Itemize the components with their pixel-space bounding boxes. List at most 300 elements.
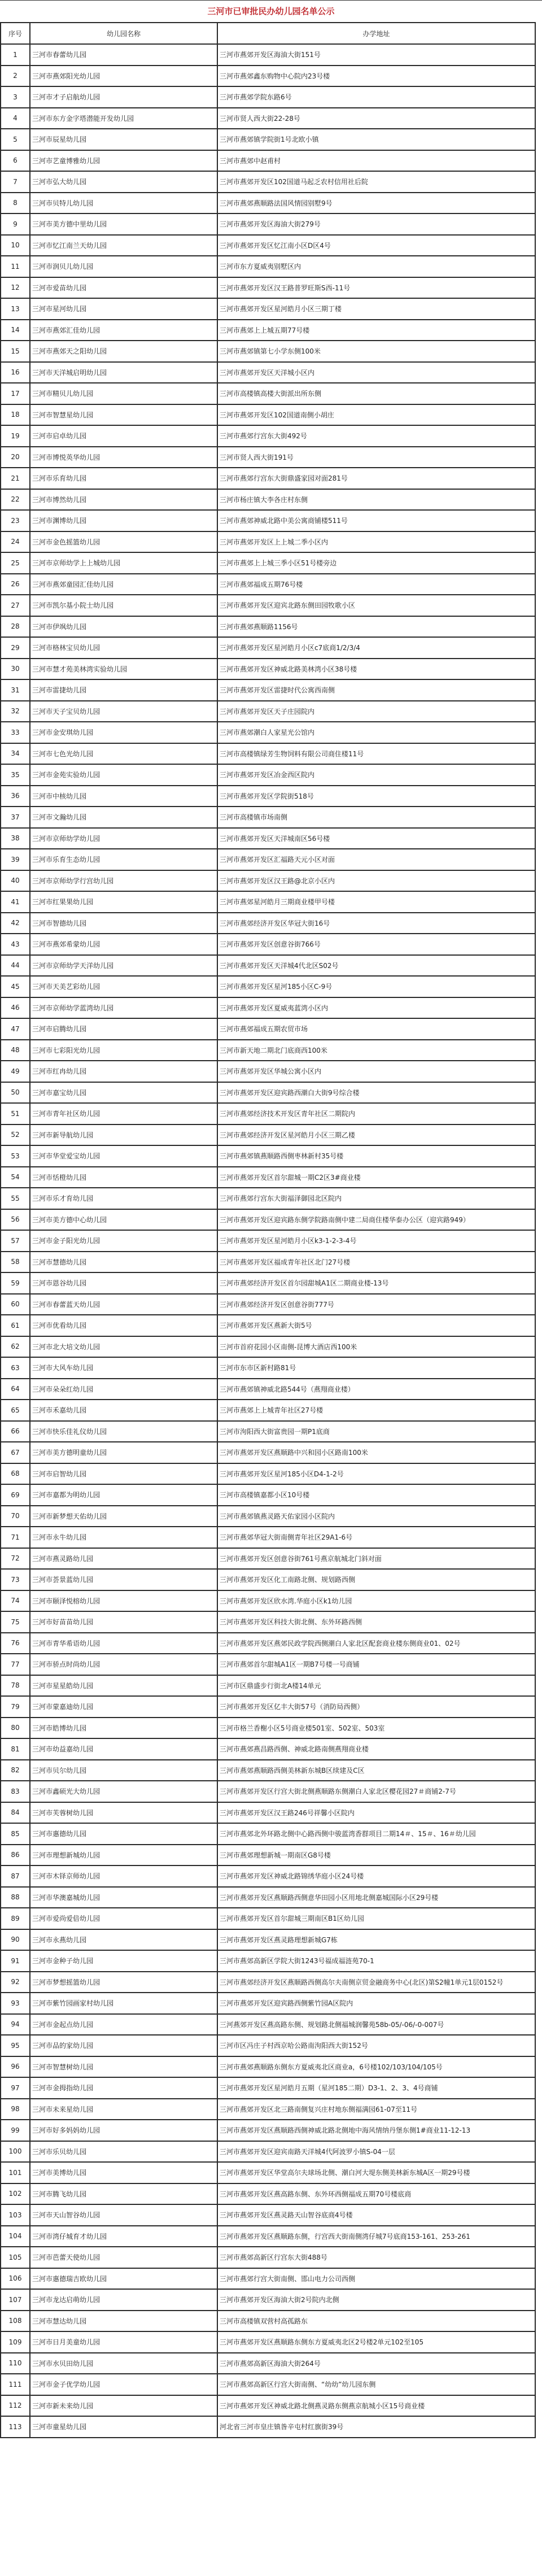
row-number: 17 bbox=[1, 383, 30, 404]
kindergarten-address: 三河市燕郊开发区忆江南小区D区4号 bbox=[217, 235, 535, 256]
table-row bbox=[1, 1188, 535, 1209]
table-row bbox=[1, 1082, 535, 1104]
kindergarten-address: 三河市燕郊开发区神威北路锦绣华庭小区24号楼 bbox=[217, 1865, 535, 1887]
row-number: 40 bbox=[1, 870, 30, 892]
table-row bbox=[1, 1018, 535, 1040]
row-number: 1 bbox=[1, 44, 30, 66]
kindergarten-name: 三河市青年社区幼儿园 bbox=[30, 1103, 217, 1124]
table-row bbox=[1, 1548, 535, 1570]
kindergarten-address: 三河市燕郊经济开发区华冠大街16号 bbox=[217, 913, 535, 934]
kindergarten-name: 三河市恬橙幼儿园 bbox=[30, 1167, 217, 1188]
row-number: 108 bbox=[1, 2311, 30, 2332]
table-row bbox=[1, 743, 535, 765]
kindergarten-name: 三河市湾仔城育才幼儿园 bbox=[30, 2226, 217, 2247]
table-row bbox=[1, 849, 535, 870]
kindergarten-name: 三河市水贝田幼儿园 bbox=[30, 2353, 217, 2374]
table-row bbox=[1, 870, 535, 892]
kindergarten-name: 三河市龙达启萌幼儿园 bbox=[30, 2289, 217, 2311]
kindergarten-name: 三河市颐泽悦榕幼儿园 bbox=[30, 1590, 217, 1612]
kindergarten-name: 三河市燕郊阳光幼儿园 bbox=[30, 66, 217, 87]
page-title: 三河市已审批民办幼儿园名单公示 bbox=[0, 0, 542, 22]
kindergarten-name: 三河市美方德中心幼儿园 bbox=[30, 1209, 217, 1231]
table-row bbox=[1, 510, 535, 531]
kindergarten-name: 三河市紫竹园画家村幼儿园 bbox=[30, 1993, 217, 2014]
kindergarten-address: 三河市燕郊开发区星河皓月小区k3-1-2-3-4号 bbox=[217, 1230, 535, 1252]
kindergarten-address: 三河市燕郊开发区迎宾路西潮白大街9号综合楼 bbox=[217, 1082, 535, 1104]
table-row bbox=[1, 1590, 535, 1612]
kindergarten-name: 三河市华堂爱宝幼儿园 bbox=[30, 1145, 217, 1167]
table-row bbox=[1, 891, 535, 913]
kindergarten-name: 三河市东方金字塔潜能开发幼儿园 bbox=[30, 108, 217, 129]
kindergarten-name: 三河市精贝儿幼儿园 bbox=[30, 383, 217, 404]
kindergarten-name: 三河市童星幼儿园 bbox=[30, 2416, 217, 2438]
kindergarten-name: 三河市天美艺彩幼儿园 bbox=[30, 976, 217, 997]
table-row bbox=[1, 2204, 535, 2226]
row-number: 94 bbox=[1, 2014, 30, 2035]
row-number: 51 bbox=[1, 1103, 30, 1124]
kindergarten-address: 三河市高楼镇双营村高孤路东 bbox=[217, 2311, 535, 2332]
row-number: 113 bbox=[1, 2416, 30, 2438]
kindergarten-address: 三河市燕郊开发区星河185小区C-9号 bbox=[217, 976, 535, 997]
row-number: 73 bbox=[1, 1569, 30, 1590]
table-row bbox=[1, 1484, 535, 1506]
row-number: 102 bbox=[1, 2183, 30, 2205]
table-row bbox=[1, 1654, 535, 1675]
kindergarten-name: 三河市启卓幼儿园 bbox=[30, 425, 217, 447]
kindergarten-address: 三河市燕郊开发区首尔甜城一期C2区3#商业楼 bbox=[217, 1167, 535, 1188]
kindergarten-name: 三河市天子宝贝幼儿园 bbox=[30, 701, 217, 722]
row-number: 13 bbox=[1, 298, 30, 320]
kindergarten-address: 三河市燕郊鑫东购物中心院内23号楼 bbox=[217, 66, 535, 87]
header-no: 序号 bbox=[1, 23, 30, 44]
table-row bbox=[1, 1145, 535, 1167]
row-number: 52 bbox=[1, 1124, 30, 1146]
kindergarten-name: 三河市格林宝贝幼儿园 bbox=[30, 637, 217, 659]
kindergarten-name: 三河市华澳嘉城幼儿园 bbox=[30, 1887, 217, 1908]
table-row bbox=[1, 404, 535, 426]
kindergarten-address: 三河市燕郊开发区星河皓月小区c7底商1/2/3/4 bbox=[217, 637, 535, 659]
kindergarten-address: 三河市燕郊经济开发区创意谷街777号 bbox=[217, 1294, 535, 1315]
kindergarten-address: 三河市高楼镇嘉都小区10号楼 bbox=[217, 1484, 535, 1506]
kindergarten-address: 三河市燕郊开发区雷捷时代公寓西南侧 bbox=[217, 679, 535, 701]
table-row bbox=[1, 531, 535, 553]
kindergarten-address: 三河市燕郊开发区上上城二季小区内 bbox=[217, 531, 535, 553]
kindergarten-name: 三河市嘉宝幼儿园 bbox=[30, 1082, 217, 1104]
table-row bbox=[1, 1421, 535, 1442]
row-number: 41 bbox=[1, 891, 30, 913]
row-number: 50 bbox=[1, 1082, 30, 1104]
kindergarten-address: 三河市燕郊经济技术开发区青年社区二期院内 bbox=[217, 1103, 535, 1124]
row-number: 81 bbox=[1, 1738, 30, 1760]
kindergarten-address: 三河市燕郊开发区北三路南侧复兴庄村地东侧福满园61-07至11号 bbox=[217, 2099, 535, 2120]
kindergarten-address: 三河市燕郊学院东路6号 bbox=[217, 86, 535, 108]
table-row bbox=[1, 976, 535, 997]
kindergarten-name: 三河市新未来幼儿园 bbox=[30, 2395, 217, 2417]
kindergarten-name: 三河市京师幼学蓝湾幼儿园 bbox=[30, 997, 217, 1019]
kindergarten-address: 三河市燕郊经济开发区燕顺路西侧高尔夫南侧京贸金融商务中心(北区)第S2幢1单元1层0152号 bbox=[217, 1972, 535, 1993]
row-number: 85 bbox=[1, 1823, 30, 1845]
kindergarten-name: 三河市博然幼儿园 bbox=[30, 489, 217, 511]
kindergarten-address: 三河市燕郊开发区海油大街2号院内北侧 bbox=[217, 2289, 535, 2311]
kindergarten-name: 三河市梦想摇篮幼儿园 bbox=[30, 1972, 217, 1993]
kindergarten-name: 三河市恩谷幼儿园 bbox=[30, 1272, 217, 1294]
table-row bbox=[1, 1760, 535, 1781]
row-number: 86 bbox=[1, 1845, 30, 1866]
table-row bbox=[1, 1379, 535, 1400]
kindergarten-address: 三河市燕郊开发区创意谷街761号燕京航城北门斜对面 bbox=[217, 1548, 535, 1570]
table-row bbox=[1, 213, 535, 235]
table-row bbox=[1, 2374, 535, 2395]
table-row bbox=[1, 997, 535, 1019]
table-row bbox=[1, 1209, 535, 1231]
table-row bbox=[1, 1442, 535, 1463]
kindergarten-address: 三河市燕郊华冠大街南侧青年社区29A1-6号 bbox=[217, 1527, 535, 1548]
kindergarten-name: 三河市朵朵红幼儿园 bbox=[30, 1379, 217, 1400]
table-row bbox=[1, 807, 535, 828]
row-number: 22 bbox=[1, 489, 30, 511]
row-number: 82 bbox=[1, 1760, 30, 1781]
kindergarten-name: 三河市智德幼儿园 bbox=[30, 913, 217, 934]
kindergarten-address: 三河市格兰香榭小区5号商业楼501室、502室、503室 bbox=[217, 1718, 535, 1739]
kindergarten-address: 三河市燕郊理想新城一期南区G8号楼 bbox=[217, 1845, 535, 1866]
kindergarten-address: 三河市燕郊高新区行宫东大街488号 bbox=[217, 2247, 535, 2268]
kindergarten-address: 三河市东市区新村路81号 bbox=[217, 1357, 535, 1379]
table-row bbox=[1, 2162, 535, 2183]
kindergarten-name: 三河市天山智谷幼儿园 bbox=[30, 2204, 217, 2226]
row-number: 103 bbox=[1, 2204, 30, 2226]
kindergarten-address: 三河市燕郊开发区海油大街151号 bbox=[217, 44, 535, 66]
kindergarten-name: 三河市日月美童幼儿园 bbox=[30, 2331, 217, 2353]
row-number: 109 bbox=[1, 2331, 30, 2353]
kindergarten-address: 三河市燕郊开发区汇福路天元小区对面 bbox=[217, 849, 535, 870]
table-row bbox=[1, 1718, 535, 1739]
row-number: 8 bbox=[1, 193, 30, 214]
kindergarten-address: 三河市燕郊行宫东大街鼎盛家园对面281号 bbox=[217, 468, 535, 489]
kindergarten-name: 三河市乐育生态幼儿园 bbox=[30, 849, 217, 870]
table-row bbox=[1, 108, 535, 129]
kindergarten-name: 三河市爱尚爱倍幼儿园 bbox=[30, 1908, 217, 1929]
row-number: 56 bbox=[1, 1209, 30, 1231]
row-number: 65 bbox=[1, 1400, 30, 1421]
row-number: 111 bbox=[1, 2374, 30, 2395]
row-number: 25 bbox=[1, 552, 30, 574]
kindergarten-address: 三河市贤人西大街191号 bbox=[217, 447, 535, 468]
kindergarten-name: 三河市青华希语幼儿园 bbox=[30, 1633, 217, 1654]
kindergarten-address: 三河市燕郊开发区燕顺路西侧意华田园小区用地北侧嘉城国际小区29号楼 bbox=[217, 1887, 535, 1908]
kindergarten-address: 三河市燕郊开发区燕灵路理想新城G7栋 bbox=[217, 1929, 535, 1951]
table-row bbox=[1, 616, 535, 638]
kindergarten-name: 三河市慧德幼儿园 bbox=[30, 1252, 217, 1273]
row-number: 95 bbox=[1, 2035, 30, 2056]
table-row bbox=[1, 277, 535, 299]
row-number: 64 bbox=[1, 1379, 30, 1400]
kindergarten-name: 三河市金起点幼儿园 bbox=[30, 2014, 217, 2035]
row-number: 70 bbox=[1, 1506, 30, 1527]
kindergarten-name: 三河市惠德幼儿园 bbox=[30, 1823, 217, 1845]
row-number: 100 bbox=[1, 2141, 30, 2163]
row-number: 26 bbox=[1, 574, 30, 595]
table-row bbox=[1, 1527, 535, 1548]
kindergarten-name: 三河市芭蕾天使幼儿园 bbox=[30, 2247, 217, 2268]
table-row bbox=[1, 1294, 535, 1315]
row-number: 24 bbox=[1, 531, 30, 553]
table-row bbox=[1, 2099, 535, 2120]
kindergarten-address: 河北省三河市皇庄镇昝辛屯村红旗街39号 bbox=[217, 2416, 535, 2438]
row-number: 7 bbox=[1, 171, 30, 193]
kindergarten-name: 三河市弘大幼儿园 bbox=[30, 171, 217, 193]
table-row bbox=[1, 1040, 535, 1061]
header-address: 办学地址 bbox=[217, 23, 535, 44]
kindergarten-address: 三河市燕郊开发区科技大街北侧、东外环路西侧 bbox=[217, 1611, 535, 1633]
row-number: 66 bbox=[1, 1421, 30, 1442]
kindergarten-name: 三河市鑫硕光大幼儿园 bbox=[30, 1781, 217, 1802]
table-row bbox=[1, 934, 535, 955]
row-number: 68 bbox=[1, 1463, 30, 1485]
kindergarten-address: 三河市燕郊首尔甜城A1区一期B7号楼一号商铺 bbox=[217, 1654, 535, 1675]
row-number: 4 bbox=[1, 108, 30, 129]
row-number: 49 bbox=[1, 1061, 30, 1082]
kindergarten-address: 三河市高楼镇绿芳生物饲料有限公司商住楼11号 bbox=[217, 743, 535, 765]
row-number: 57 bbox=[1, 1230, 30, 1252]
table-row bbox=[1, 2183, 535, 2205]
table-row bbox=[1, 362, 535, 383]
kindergarten-name: 三河市启腾幼儿园 bbox=[30, 1018, 217, 1040]
kindergarten-address: 三河市燕郊神威北路中美公寓商铺楼511号 bbox=[217, 510, 535, 531]
kindergarten-name: 三河市才子启航幼儿园 bbox=[30, 86, 217, 108]
kindergarten-address: 三河市燕郊上上城青年社区27号楼 bbox=[217, 1400, 535, 1421]
table-row bbox=[1, 298, 535, 320]
kindergarten-name: 三河市皓博幼儿园 bbox=[30, 1718, 217, 1739]
row-number: 44 bbox=[1, 955, 30, 977]
kindergarten-address: 三河市燕郊燕昌路西侧、神威北路南侧燕翔商业楼 bbox=[217, 1738, 535, 1760]
row-number: 11 bbox=[1, 256, 30, 277]
table-row bbox=[1, 1506, 535, 1527]
kindergarten-name: 三河市润贝儿幼儿园 bbox=[30, 256, 217, 277]
kindergarten-name: 三河市春蕾蓝天幼儿园 bbox=[30, 1294, 217, 1315]
row-number: 20 bbox=[1, 447, 30, 468]
row-number: 27 bbox=[1, 595, 30, 616]
kindergarten-address: 三河市燕郊开发区欣水湾.华庭小区k1幼儿园 bbox=[217, 1590, 535, 1612]
kindergarten-name: 三河市金子阳光幼儿园 bbox=[30, 1230, 217, 1252]
row-number: 35 bbox=[1, 764, 30, 786]
table-row bbox=[1, 1865, 535, 1887]
kindergarten-name: 三河市贝尔幼儿园 bbox=[30, 1760, 217, 1781]
kindergarten-address: 三河市燕郊开发区神威北路美林湾小区38号楼 bbox=[217, 659, 535, 680]
table-row bbox=[1, 2014, 535, 2035]
table-row bbox=[1, 1908, 535, 1929]
kindergarten-name: 三河市北大培文幼儿园 bbox=[30, 1336, 217, 1358]
kindergarten-address: 三河市燕郊高新区海油大街264号 bbox=[217, 2353, 535, 2374]
table-row bbox=[1, 341, 535, 362]
kindergarten-name: 三河市京师幼学行宫幼儿园 bbox=[30, 870, 217, 892]
table-row bbox=[1, 447, 535, 468]
kindergarten-name: 三河市美博幼儿园 bbox=[30, 2162, 217, 2183]
row-number: 10 bbox=[1, 235, 30, 256]
kindergarten-name: 三河市金苑实验幼儿园 bbox=[30, 764, 217, 786]
row-number: 80 bbox=[1, 1718, 30, 1739]
kindergarten-name: 三河市好多妈妈幼儿园 bbox=[30, 2120, 217, 2141]
table-row bbox=[1, 66, 535, 87]
row-number: 78 bbox=[1, 1675, 30, 1697]
kindergarten-name: 三河市渊博幼儿园 bbox=[30, 510, 217, 531]
kindergarten-address: 三河市燕郊开发区福成青年社区北门27号楼 bbox=[217, 1252, 535, 1273]
row-number: 45 bbox=[1, 976, 30, 997]
kindergarten-address: 三河市燕郊镇第七小学东侧100米 bbox=[217, 341, 535, 362]
kindergarten-address: 三河市燕郊开发区燕顺路中兴和园小区路南100米 bbox=[217, 1442, 535, 1463]
row-number: 104 bbox=[1, 2226, 30, 2247]
kindergarten-name: 三河市金子优学幼儿园 bbox=[30, 2374, 217, 2395]
kindergarten-name: 三河市凯尔基小院士幼儿园 bbox=[30, 595, 217, 616]
row-number: 72 bbox=[1, 1548, 30, 1570]
kindergarten-name: 三河市骄点时尚幼儿园 bbox=[30, 1654, 217, 1675]
kindergarten-address: 三河市燕郊开发区迎宾南路天洋城4代阿波罗小镇S-04一层 bbox=[217, 2141, 535, 2163]
table-row bbox=[1, 425, 535, 447]
kindergarten-address: 三河市燕郊高新区行宫大街南侧、“幼幼”幼儿园东侧 bbox=[217, 2374, 535, 2395]
table-row bbox=[1, 1993, 535, 2014]
kindergarten-name: 三河市禾嘉幼儿园 bbox=[30, 1400, 217, 1421]
table-row bbox=[1, 383, 535, 404]
kindergarten-address: 三河市燕郊行宫东大街492号 bbox=[217, 425, 535, 447]
table-row bbox=[1, 1929, 535, 1951]
kindergarten-name: 三河市中核幼儿园 bbox=[30, 786, 217, 807]
table-row bbox=[1, 193, 535, 214]
kindergarten-address: 三河市高楼镇市场南侧 bbox=[217, 807, 535, 828]
table-row bbox=[1, 1696, 535, 1718]
row-number: 107 bbox=[1, 2289, 30, 2311]
row-number: 55 bbox=[1, 1188, 30, 1209]
kindergarten-address: 三河市燕郊开发区夏威夷蓝湾小区内 bbox=[217, 997, 535, 1019]
kindergarten-address: 三河市燕郊行宫大街南侧、邯山电力公司西侧 bbox=[217, 2268, 535, 2290]
kindergarten-address: 三河市燕郊星河皓月三期商业楼甲号楼 bbox=[217, 891, 535, 913]
kindergarten-name: 三河市未来星幼儿园 bbox=[30, 2099, 217, 2120]
kindergarten-name: 三河市惠德瑞吉欧幼儿园 bbox=[30, 2268, 217, 2290]
kindergarten-address: 三河市燕郊开发区星河185小区D4-1-2号 bbox=[217, 1463, 535, 1485]
kindergarten-name: 三河市好苗苗幼儿园 bbox=[30, 1611, 217, 1633]
kindergarten-name: 三河市优看幼儿园 bbox=[30, 1315, 217, 1336]
kindergarten-address: 三河市燕郊开发区燕郊民政学院西侧潮白人家北区配套商业楼东侧商业01、02号 bbox=[217, 1633, 535, 1654]
kindergarten-name: 三河市燕郊天之阳幼儿园 bbox=[30, 341, 217, 362]
kindergarten-address: 三河市区冯庄子村西京哈公路南泃阳西大街152号 bbox=[217, 2035, 535, 2056]
kindergarten-name: 三河市金拇指幼儿园 bbox=[30, 2077, 217, 2099]
row-number: 97 bbox=[1, 2077, 30, 2099]
table-row bbox=[1, 722, 535, 743]
kindergarten-address: 三河市燕郊开发区汉王路246号祥馨小区院内 bbox=[217, 1802, 535, 1824]
row-number: 101 bbox=[1, 2162, 30, 2183]
table-row bbox=[1, 235, 535, 256]
table-row bbox=[1, 1272, 535, 1294]
table-row bbox=[1, 1950, 535, 1972]
kindergarten-name: 三河市七色光幼儿园 bbox=[30, 743, 217, 765]
row-number: 89 bbox=[1, 1908, 30, 1929]
table-row bbox=[1, 828, 535, 849]
row-number: 31 bbox=[1, 679, 30, 701]
row-number: 106 bbox=[1, 2268, 30, 2290]
row-number: 77 bbox=[1, 1654, 30, 1675]
kindergarten-address: 三河市燕郊开发区华堂高尔夫球场北侧、潮白河大堤东侧美林新东城A区一期29号楼 bbox=[217, 2162, 535, 2183]
table-header-row bbox=[1, 23, 535, 44]
kindergarten-name: 三河市博悦英华幼儿园 bbox=[30, 447, 217, 468]
row-number: 19 bbox=[1, 425, 30, 447]
row-number: 9 bbox=[1, 213, 30, 235]
row-number: 59 bbox=[1, 1272, 30, 1294]
table-row bbox=[1, 1633, 535, 1654]
row-number: 92 bbox=[1, 1972, 30, 1993]
kindergarten-name: 三河市永燕幼儿园 bbox=[30, 1929, 217, 1951]
kindergarten-name: 三河市荟景蓝幼儿园 bbox=[30, 1569, 217, 1590]
kindergarten-name: 三河市新梦想天佑幼儿园 bbox=[30, 1506, 217, 1527]
table-row bbox=[1, 2247, 535, 2268]
table-row bbox=[1, 913, 535, 934]
kindergarten-name: 三河市智慧星幼儿园 bbox=[30, 404, 217, 426]
kindergarten-name: 三河市红果果幼儿园 bbox=[30, 891, 217, 913]
table-row bbox=[1, 1124, 535, 1146]
kindergarten-address: 三河市燕郊开发区燕高路东侧、东外环西侧福成五期70号楼底商 bbox=[217, 2183, 535, 2205]
table-row bbox=[1, 2141, 535, 2163]
row-number: 98 bbox=[1, 2099, 30, 2120]
row-number: 75 bbox=[1, 1611, 30, 1633]
row-number: 12 bbox=[1, 277, 30, 299]
kindergarten-name: 三河市新导航幼儿园 bbox=[30, 1124, 217, 1146]
table-row bbox=[1, 2120, 535, 2141]
kindergarten-address: 三河市燕郊开发区102国道马起乏农村信用社后院 bbox=[217, 171, 535, 193]
kindergarten-address: 三河市燕郊开发区迎宾路东侧学院路南侧中建二局商住楼华泰办公区（迎宾路949） bbox=[217, 1209, 535, 1231]
table-row bbox=[1, 1802, 535, 1824]
table-row bbox=[1, 2311, 535, 2332]
table-row bbox=[1, 679, 535, 701]
table-row bbox=[1, 2056, 535, 2078]
kindergarten-name: 三河市木铎京师幼儿园 bbox=[30, 1865, 217, 1887]
kindergarten-address: 三河市燕郊上上城三季小区51号楼旁边 bbox=[217, 552, 535, 574]
kindergarten-address: 三河市燕郊开发区星河皓月小区三期丁楼 bbox=[217, 298, 535, 320]
kindergarten-name: 三河市金种子幼儿园 bbox=[30, 1950, 217, 1972]
row-number: 28 bbox=[1, 616, 30, 638]
kindergarten-name: 三河市春蕾幼儿园 bbox=[30, 44, 217, 66]
table-row bbox=[1, 256, 535, 277]
table-row bbox=[1, 1252, 535, 1273]
kindergarten-address: 三河市燕郊开发区冶金西区院内 bbox=[217, 764, 535, 786]
table-row bbox=[1, 1230, 535, 1252]
table-row bbox=[1, 1400, 535, 1421]
kindergarten-address: 三河市燕郊镇燕灵路天佑家园小区院内 bbox=[217, 1506, 535, 1527]
kindergarten-address: 三河市燕郊开发区华城公寓小区内 bbox=[217, 1061, 535, 1082]
kindergarten-name: 三河市燕灵路幼儿园 bbox=[30, 1548, 217, 1570]
row-number: 74 bbox=[1, 1590, 30, 1612]
table-row bbox=[1, 1463, 535, 1485]
table-row bbox=[1, 2226, 535, 2247]
row-number: 93 bbox=[1, 1993, 30, 2014]
table-row bbox=[1, 44, 535, 66]
kindergarten-table bbox=[0, 22, 536, 2438]
kindergarten-address: 三河市燕郊开发区创意谷街766号 bbox=[217, 934, 535, 955]
kindergarten-address: 三河市东方夏威夷别墅区内 bbox=[217, 256, 535, 277]
table-row bbox=[1, 1061, 535, 1082]
table-row bbox=[1, 595, 535, 616]
table-row bbox=[1, 489, 535, 511]
kindergarten-address: 三河市燕郊经济开发区首尔园甜城A1区二期商业楼-13号 bbox=[217, 1272, 535, 1294]
kindergarten-name: 三河市快乐佳礼仪幼儿园 bbox=[30, 1421, 217, 1442]
kindergarten-address: 三河市燕郊上上城五期77号楼 bbox=[217, 320, 535, 341]
table-row bbox=[1, 2353, 535, 2374]
table-row bbox=[1, 955, 535, 977]
table-row bbox=[1, 129, 535, 150]
kindergarten-name: 三河市金安琪幼儿园 bbox=[30, 722, 217, 743]
table-row bbox=[1, 1738, 535, 1760]
table-row bbox=[1, 1611, 535, 1633]
row-number: 54 bbox=[1, 1167, 30, 1188]
table-row bbox=[1, 701, 535, 722]
row-number: 79 bbox=[1, 1696, 30, 1718]
kindergarten-address: 三河市燕郊燕顺路西侧美林新东城B区续建及C区 bbox=[217, 1760, 535, 1781]
